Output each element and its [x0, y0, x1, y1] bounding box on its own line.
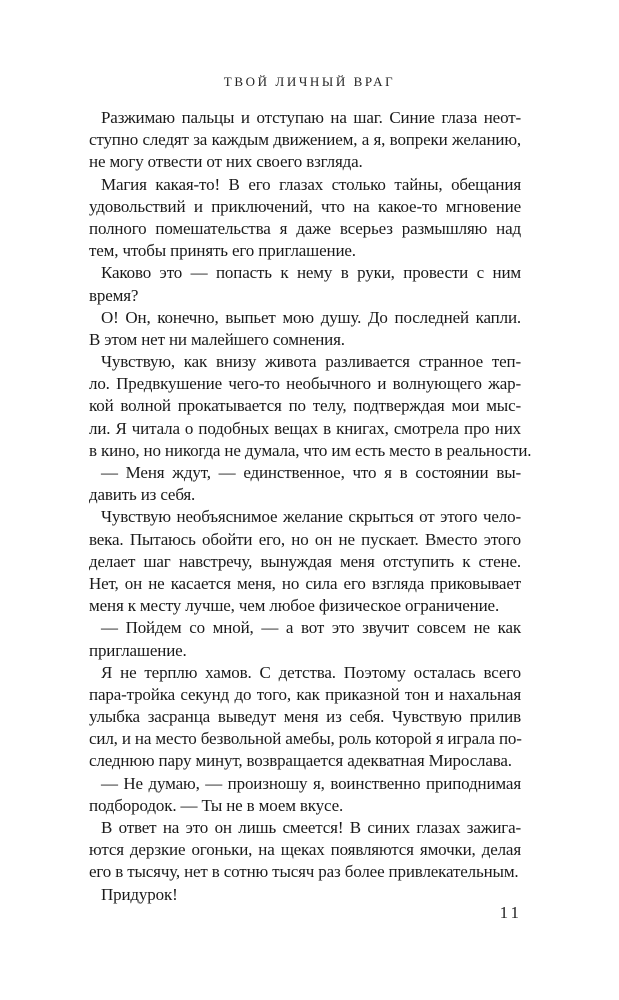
- paragraph: [89, 174, 521, 263]
- text-line: ло. Предвкушение чего-то необычного и волнующего жар-: [89, 374, 521, 394]
- paragraph: [89, 351, 532, 462]
- text-line: — Не думаю, — произношу я, воинственно приподнимая: [101, 773, 521, 793]
- text-line: ются дерзкие огоньки, на щеках появляются ямочки, делая: [89, 840, 521, 860]
- text-line: в кино, но никогда не думала, что им есть место в реальности.: [89, 440, 532, 460]
- paragraph: [89, 617, 521, 661]
- text-line: Нет, он не касается меня, но сила его взгляда приковывает: [89, 573, 521, 593]
- text-line: Разжимаю пальцы и отступаю на шаг. Синие глаза неот-: [101, 108, 521, 127]
- paragraph: [89, 773, 521, 817]
- text-line: полного помешательства я даже всерьез размышляю над: [89, 218, 521, 238]
- page-number: 11: [499, 903, 522, 922]
- text-line: сил, и на место безвольной амебы, роль которой я играла по-: [89, 729, 522, 749]
- text-line: Придурок!: [101, 884, 178, 904]
- text-line: Чувствую, как внизу живота разливается странное теп-: [101, 352, 521, 372]
- text-line: — Пойдем со мной, — а вот это звучит совсем не как: [101, 618, 521, 638]
- text-line: Магия какая-то! В его глазах столько тайны, обещания: [101, 174, 521, 194]
- text-line: время?: [89, 285, 139, 305]
- text-line: — Меня ждут, — единственное, что я в состоянии вы-: [101, 463, 521, 482]
- text-line: кой волной прокатывается по телу, подтверждая мои мыс-: [89, 396, 521, 416]
- paragraph: [89, 817, 521, 884]
- paragraph: [89, 462, 521, 506]
- text-line: века. Пытаюсь обойти его, но он не пускает. Вместо этого: [89, 529, 521, 549]
- text-line: меня к месту лучше, чем любое физическое ограничение.: [89, 596, 500, 616]
- paragraph: [89, 307, 521, 351]
- text-line: удовольствий и приключений, что на какое-то мгновение: [89, 196, 521, 216]
- text-line: давить из себя.: [89, 485, 196, 505]
- text-line: его в тысячу, нет в сотню тысяч раз более привлекательным.: [89, 862, 519, 882]
- text-line: ли. Я читала о подобных вещах в книгах, смотрела про них: [89, 418, 521, 438]
- paragraph: [89, 662, 521, 773]
- text-line: делает шаг навстречу, вынуждая меня отступить к стене.: [89, 551, 521, 571]
- paragraph: [89, 884, 521, 906]
- text-line: В ответ на это он лишь смеется! В синих глазах зажига-: [101, 818, 521, 837]
- text-line: улыбка засранца выведут меня из себя. Чувствую прилив: [89, 707, 521, 727]
- text-line: приглашение.: [89, 640, 187, 660]
- text-line: пара-тройка секунд до того, как приказной тон и нахальная: [89, 684, 521, 704]
- text-line: следнюю пару минут, возвращается адекватная Мирослава.: [89, 751, 512, 771]
- text-line: В этом нет ни малейшего сомнения.: [89, 329, 345, 349]
- text-line: тем, чтобы принять его приглашение.: [89, 241, 356, 261]
- paragraph: [89, 506, 521, 617]
- text-line: подбородок. — Ты не в моем вкусе.: [89, 795, 344, 815]
- running-head-title: ТВОЙ ЛИЧНЫЙ ВРАГ: [223, 74, 396, 89]
- text-line: не могу отвести от них своего взгляда.: [89, 152, 363, 172]
- main-text-block: [89, 107, 532, 906]
- text-line: Я не терплю хамов. С детства. Поэтому осталась всего: [101, 662, 521, 682]
- text-line: О! Он, конечно, выпьет мою душу. До последней капли.: [101, 307, 521, 327]
- text-line: ступно следят за каждым движением, а я, вопреки желанию,: [89, 130, 521, 150]
- paragraph: [89, 262, 521, 306]
- text-line: Чувствую необъяснимое желание скрыться от этого чело-: [101, 507, 521, 527]
- paragraph: [89, 107, 521, 174]
- text-line: Каково это — попасть к нему в руки, провести с ним: [101, 263, 521, 283]
